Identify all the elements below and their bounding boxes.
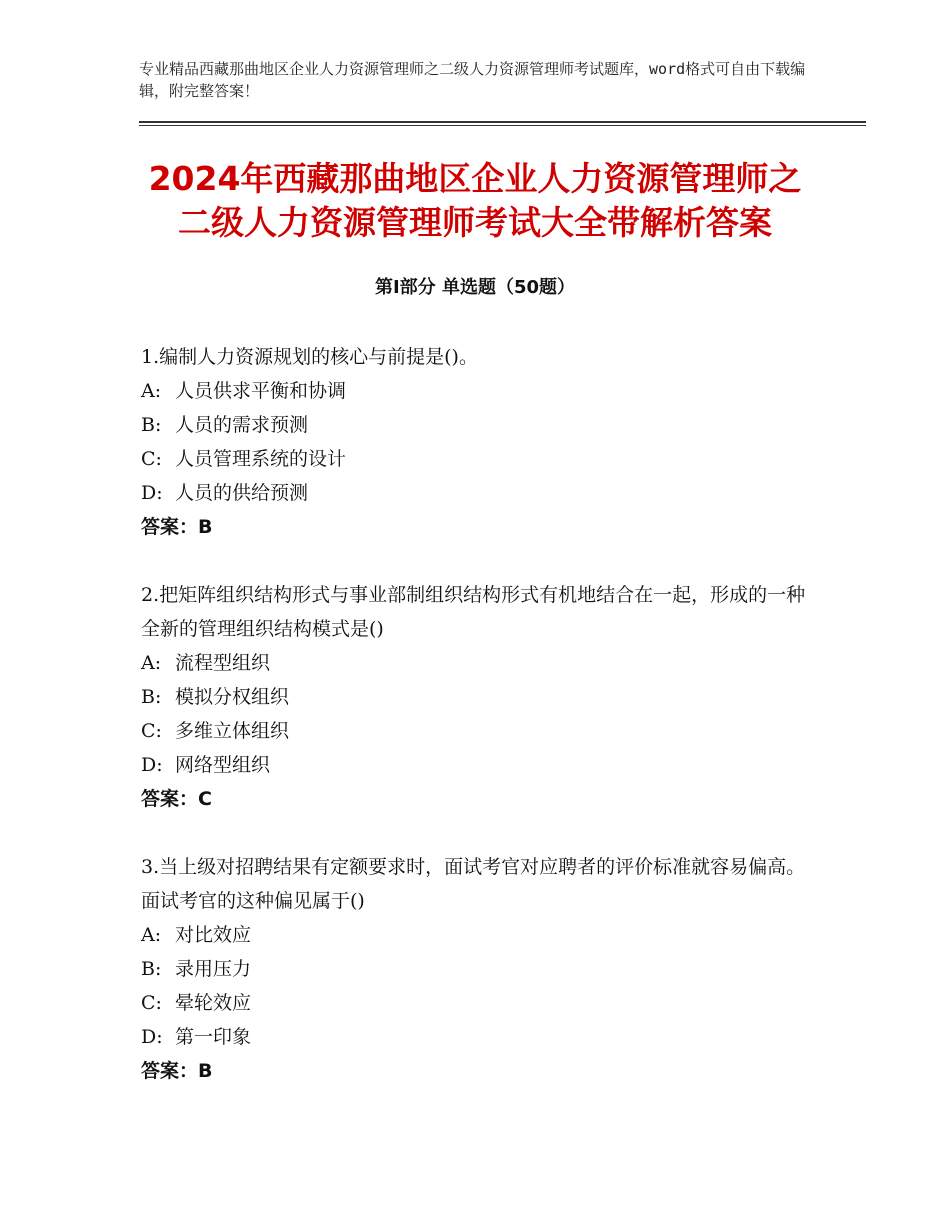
option-key: A: [141,652,162,674]
option-text: 录用压力 [175,958,252,980]
answer: 答案：C [141,788,212,810]
question-1 [141,340,821,544]
title-line-2: 二级人力资源管理师考试大全带解析答案 [178,203,772,242]
option-key: D: [141,754,163,776]
option-c [141,986,821,1020]
option-text: 人员的供给预测 [175,482,309,504]
option-d [141,748,821,782]
option-a [141,918,821,952]
option-key: B: [141,686,162,708]
document-title [100,157,850,245]
option-key: B: [141,958,162,980]
option-key: C: [141,992,162,1014]
option-text: 人员管理系统的设计 [175,448,347,470]
header-note: 专业精品西藏那曲地区企业人力资源管理师之二级人力资源管理师考试题库，word格式可自由下载编辑，附完整答案！ [139,60,806,100]
question-stem: 1.编制人力资源规划的核心与前提是()。 [141,346,478,368]
question-stem: 2.把矩阵组织结构形式与事业部制组织结构形式有机地结合在一起，形成的一种全新的管理组织结构模式是() [141,584,806,640]
option-a [141,646,821,680]
option-b [141,408,821,442]
option-text: 网络型组织 [175,754,271,776]
option-c [141,442,821,476]
option-key: A: [141,924,162,946]
option-d [141,1020,821,1054]
option-key: D: [141,1026,163,1048]
option-text: 晕轮效应 [175,992,252,1014]
header-divider-thick [139,121,866,123]
question-stem: 3.当上级对招聘结果有定额要求时，面试考官对应聘者的评价标准就容易偏高。面试考官的这种偏见属于() [141,856,806,912]
section-title: 第Ⅰ部分 单选题（50题） [374,277,575,298]
option-text: 人员供求平衡和协调 [175,380,347,402]
option-text: 多维立体组织 [175,720,290,742]
option-c [141,714,821,748]
question-2 [141,578,821,816]
header-divider-thin [139,125,866,126]
option-key: C: [141,720,162,742]
option-text: 模拟分权组织 [175,686,290,708]
option-d [141,476,821,510]
title-line-1: 2024年西藏那曲地区企业人力资源管理师之 [148,159,802,198]
option-text: 对比效应 [175,924,252,946]
option-b [141,680,821,714]
option-text: 人员的需求预测 [175,414,309,436]
option-b [141,952,821,986]
option-a [141,374,821,408]
answer: 答案：B [141,516,213,538]
option-key: C: [141,448,162,470]
option-key: B: [141,414,162,436]
option-key: A: [141,380,162,402]
option-key: D: [141,482,163,504]
question-list [141,340,821,1122]
answer: 答案：B [141,1060,213,1082]
option-text: 流程型组织 [175,652,271,674]
option-text: 第一印象 [175,1026,252,1048]
question-3 [141,850,821,1088]
